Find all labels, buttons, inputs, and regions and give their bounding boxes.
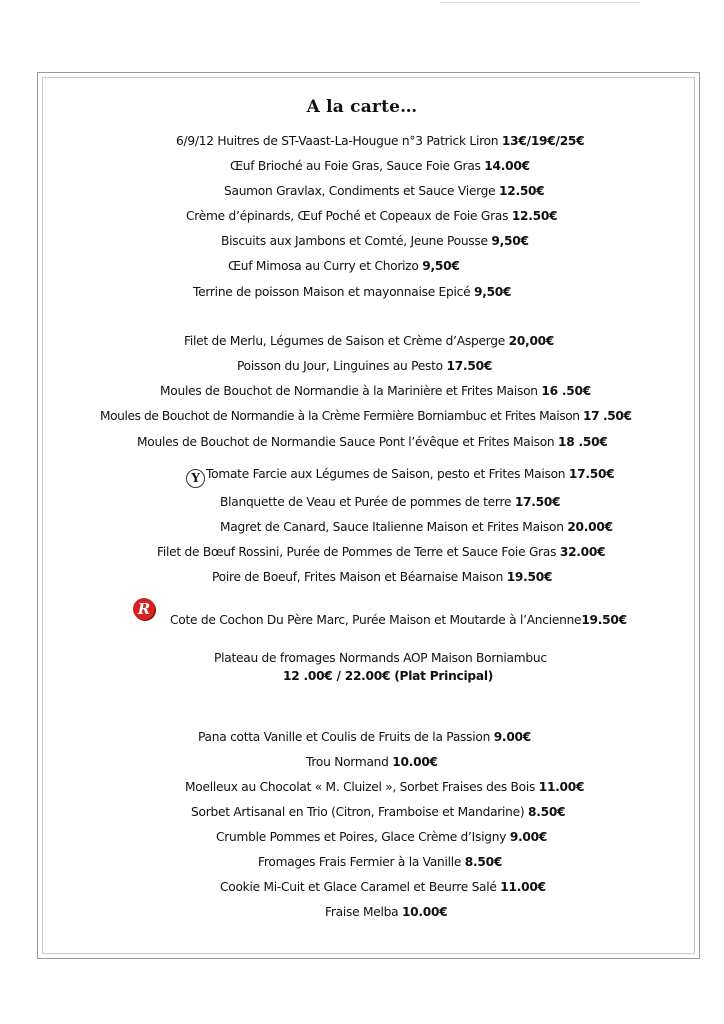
menu-item: Moules de Bouchot de Normandie à la Marinière et Frites Maison 16 .50€ [160,384,591,398]
item-price: 8.50€ [528,805,566,819]
item-price: 17.50€ [568,467,615,481]
scan-edge-line [440,2,640,3]
item-price: 19.50€ [581,613,627,627]
menu-item: Moelleux au Chocolat « M. Cluizel », Sorbet Fraises des Bois 11.00€ [185,780,585,794]
menu-item: Crumble Pommes et Poires, Glace Crème d’Isigny 9.00€ [216,830,548,844]
menu-item: Blanquette de Veau et Purée de pommes de terre 17.50€ [220,495,561,509]
item-price: 9,50€ [491,234,529,248]
menu-title: A la carte… [306,97,418,117]
label-rouge-icon: R [133,598,155,620]
item-price: 12.50€ [498,184,545,198]
item-price: 13€/19€/25€ [501,134,585,148]
menu-item: Poire de Boeuf, Frites Maison et Béarnaise Maison 19.50€ [212,570,553,584]
menu-item: Trou Normand 10.00€ [306,755,438,769]
item-price: 9.00€ [493,730,532,744]
menu-item: 6/9/12 Huitres de ST-Vaast-La-Hougue n°3 Patrick Liron 13€/19€/25€ [176,134,585,148]
menu-item: Moules de Bouchot de Normandie à la Crème Fermière Borniambuc et Frites Maison 17 .50€ [100,409,632,423]
menu-item: Terrine de poisson Maison et mayonnaise Epicé 9,50€ [193,285,512,299]
cheese-price: 12 .00€ / 22.00€ (Plat Principal) [283,669,494,683]
item-price: 32.00€ [559,545,606,559]
item-price: 12.50€ [511,209,558,223]
item-price: 11.00€ [500,880,546,894]
item-price: 18 .50€ [558,435,608,449]
menu-item: Crème d’épinards, Œuf Poché et Copeaux de Foie Gras 12.50€ [186,209,558,223]
item-price: 16 .50€ [541,384,591,398]
menu-item: Cote de Cochon Du Père Marc, Purée Maison et Moutarde à l’Ancienne19.50€ [170,613,627,627]
item-price: 9,50€ [422,259,460,273]
menu-item: Poisson du Jour, Linguines au Pesto 17.50€ [237,359,493,373]
menu-item: Cookie Mi-Cuit et Glace Caramel et Beurre Salé 11.00€ [220,880,546,894]
item-price: 10.00€ [392,755,438,769]
item-price: 9.00€ [509,830,548,844]
menu-item: Saumon Gravlax, Condiments et Sauce Vierge 12.50€ [224,184,545,198]
item-price: 11.00€ [538,780,585,794]
item-price: 19.50€ [506,570,553,584]
menu-item: Biscuits aux Jambons et Comté, Jeune Pousse 9,50€ [221,234,529,248]
item-price: 17 .50€ [583,409,632,423]
item-price: 17.50€ [514,495,561,509]
menu-item: Filet de Bœuf Rossini, Purée de Pommes de Terre et Sauce Foie Gras 32.00€ [157,545,606,559]
item-price: 10.00€ [401,905,448,919]
item-price: 8.50€ [464,855,503,869]
item-price: 9,50€ [473,285,512,299]
cheese-platter: Plateau de fromages Normands AOP Maison Borniambuc [214,651,547,665]
item-price: 20.00€ [567,520,613,534]
menu-item: Œuf Mimosa au Curry et Chorizo 9,50€ [228,259,460,273]
menu-item: Y Tomate Farcie aux Légumes de Saison, pesto et Frites Maison 17.50€ [186,466,614,488]
item-price: 20,00€ [508,334,555,348]
menu-item: Sorbet Artisanal en Trio (Citron, Framboise et Mandarine) 8.50€ [191,805,566,819]
menu-item: Fraise Melba 10.00€ [325,905,448,919]
item-price: 14.00€ [484,159,530,173]
menu-item: Filet de Merlu, Légumes de Saison et Crème d’Asperge 20,00€ [184,334,555,348]
item-price: 17.50€ [446,359,493,373]
menu-item: Magret de Canard, Sauce Italienne Maison et Frites Maison 20.00€ [220,520,613,534]
vegetarian-icon: Y [186,469,205,488]
menu-item: Fromages Frais Fermier à la Vanille 8.50€ [258,855,503,869]
menu-item: Œuf Brioché au Foie Gras, Sauce Foie Gras 14.00€ [230,159,530,173]
menu-item: Pana cotta Vanille et Coulis de Fruits de la Passion 9.00€ [198,730,532,744]
menu-item: Moules de Bouchot de Normandie Sauce Pont l’évêque et Frites Maison 18 .50€ [137,435,608,449]
